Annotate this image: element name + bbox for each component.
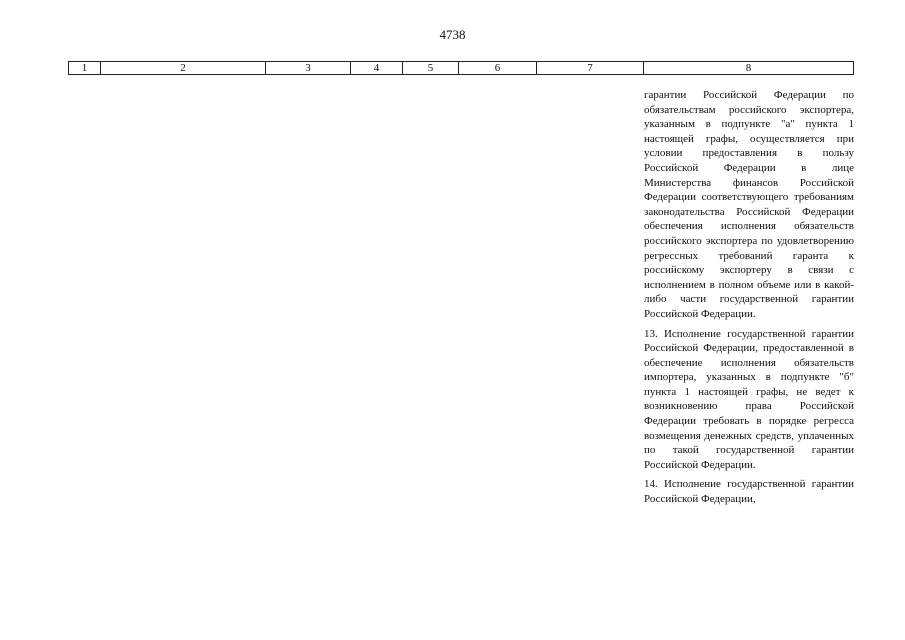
- column-number-header: [68, 61, 854, 75]
- column-8-number: 8: [745, 62, 752, 74]
- paragraph-13: 13. Исполнение государственной гарантии Российской Федерации, предоставленной в обеспечение исполнения обязательств импортера, указанных в подпункте "б" пункта 1 настоящей графы, не ведет к возникновению права Российской Федерации требовать в порядке регресса возмещения денежных средств, уплаченных по такой государственной гарантии Российской Федерации.: [644, 327, 854, 471]
- column-6-number: 6: [459, 62, 537, 74]
- column-3-number: 3: [266, 62, 351, 74]
- paragraph-continuation: гарантии Российской Федерации по обязательствам российского экспортера, указанным в подпункте "а" пункта 1 настоящей графы, осуществляется при условии предоставления в пользу Российской Федерации в лице Министерства финансов Российской Федерации соответствующего требованиям законодательства Российской Федерации обеспечения исполнения обязательств российского экспортера по удовлетворению регрессных требований гаранта к российскому экспортеру в связи с исполнением в полном объеме или в какой-либо части государственной гарантии Российской Федерации.: [644, 89, 854, 320]
- column-8-text: [644, 88, 854, 507]
- column-1-number: 1: [69, 62, 101, 74]
- column-7-number: 7: [537, 62, 644, 74]
- column-5-number: 5: [403, 62, 459, 74]
- column-4-number: 4: [351, 62, 403, 74]
- column-2-number: 2: [101, 62, 266, 74]
- paragraph-14: 14. Исполнение государственной гарантии Российской Федерации,: [644, 478, 854, 506]
- page-number: 4738: [439, 27, 466, 42]
